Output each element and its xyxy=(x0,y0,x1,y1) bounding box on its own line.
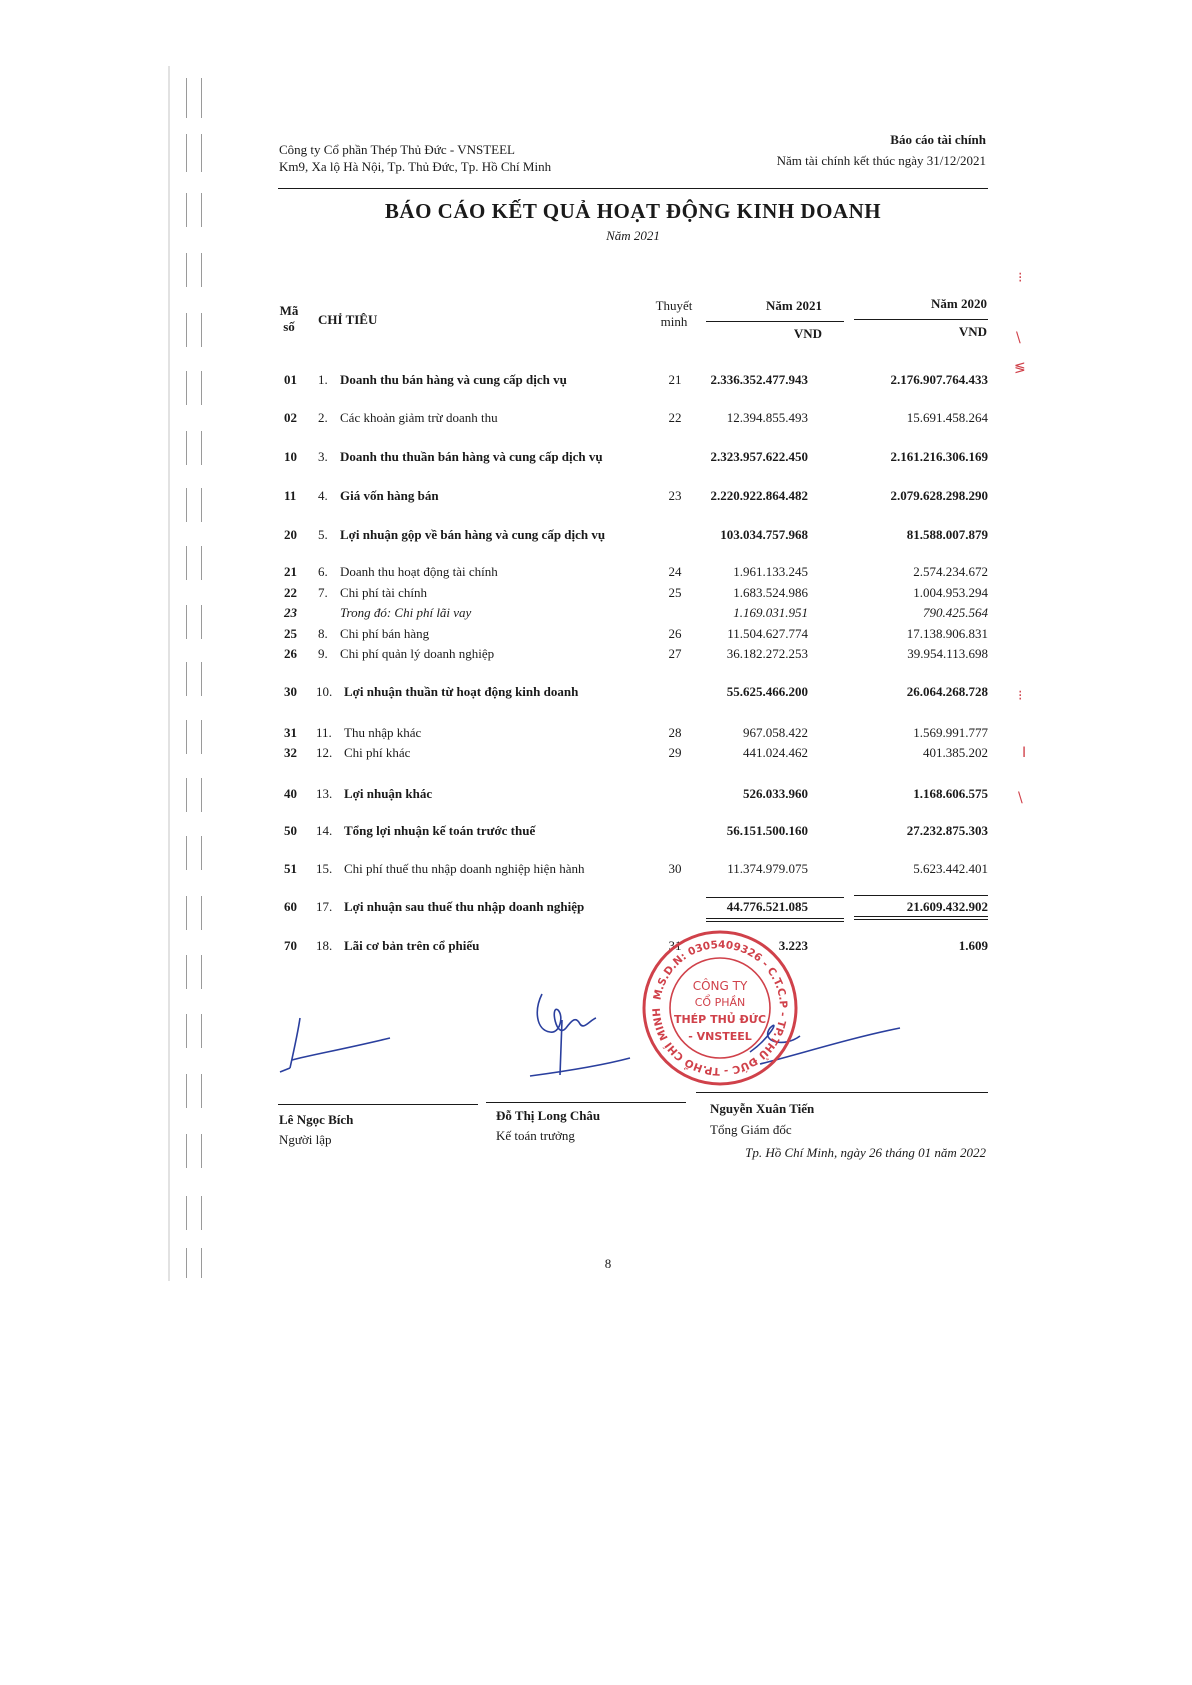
table-row xyxy=(278,898,988,916)
row-value-2020: 1.004.953.294 xyxy=(913,585,988,600)
row-number: 7. xyxy=(318,585,328,600)
binder-hole xyxy=(186,253,202,287)
scan-edge xyxy=(168,66,170,1281)
row-value-2021: 2.323.957.622.450 xyxy=(710,449,808,464)
row-note: 23 xyxy=(668,488,682,503)
row-value-2020: 39.954.113.698 xyxy=(907,646,988,661)
row-value-2020: 26.064.268.728 xyxy=(906,684,988,699)
binder-hole xyxy=(186,778,202,812)
row-number: 15. xyxy=(316,861,333,876)
company-stamp xyxy=(640,928,800,1088)
total-2020-double-rule-b xyxy=(854,919,988,920)
row-number: 6. xyxy=(318,564,328,579)
row-label: Trong đó: Chi phí lãi vay xyxy=(340,605,472,620)
row-code: 23 xyxy=(284,605,297,620)
stamp-ring-text: M.S.D.N: 0305409326 - C.T.C.P - TP.THỦ ĐỨC - TP.HỒ CHÍ MINH xyxy=(650,938,790,1078)
binder-hole xyxy=(186,1248,202,1278)
row-value-2020: 1.609 xyxy=(958,938,988,953)
row-value-2020: 1.168.606.575 xyxy=(913,786,988,801)
row-code: 50 xyxy=(284,823,297,838)
row-value-2020: 1.569.991.777 xyxy=(913,725,988,740)
table-row xyxy=(278,785,988,803)
row-number: 9. xyxy=(318,646,328,661)
accountant-signature xyxy=(520,980,650,1080)
binder-hole xyxy=(186,1014,202,1048)
row-value-2020: 2.574.234.672 xyxy=(913,564,988,579)
row-value-2020: 5.623.442.401 xyxy=(913,861,988,876)
row-label: Chi phí quản lý doanh nghiệp xyxy=(340,646,495,661)
row-value-2021: 36.182.272.253 xyxy=(726,646,808,661)
row-label: Lợi nhuận khác xyxy=(344,786,433,801)
row-value-2021: 2.220.922.864.482 xyxy=(710,488,808,503)
binder-hole xyxy=(186,955,202,989)
col-code-header xyxy=(276,303,302,335)
row-value-2020: 2.079.628.298.290 xyxy=(890,488,988,503)
row-number: 11. xyxy=(316,725,332,740)
row-code: 32 xyxy=(284,745,297,760)
total-2020-top-rule xyxy=(854,895,988,896)
col-2021-unit: VND xyxy=(793,326,822,341)
edge-mark: ⁝ xyxy=(1018,688,1023,704)
stamp-line2: CỔ PHẦN xyxy=(694,996,746,1009)
col-2021-rule xyxy=(706,321,844,322)
table-row xyxy=(278,584,988,602)
row-value-2020: 401.385.202 xyxy=(923,745,988,760)
row-value-2021: 526.033.960 xyxy=(743,786,808,801)
row-note: 26 xyxy=(668,626,682,641)
row-code: 21 xyxy=(284,564,297,579)
row-label: Lợi nhuận thuần từ hoạt động kinh doanh xyxy=(344,684,579,699)
row-note: 21 xyxy=(668,372,682,387)
edge-mark: ≶ xyxy=(1014,360,1026,376)
row-number: 1. xyxy=(318,372,328,387)
binder-hole xyxy=(186,78,202,118)
director-name: Nguyễn Xuân Tiến xyxy=(710,1101,815,1116)
page-title: BÁO CÁO KẾT QUẢ HOẠT ĐỘNG KINH DOANH xyxy=(384,199,882,223)
row-value-2020: 2.161.216.306.169 xyxy=(890,449,988,464)
table-row xyxy=(278,448,988,466)
table-row xyxy=(278,744,988,762)
row-value-2020: 15.691.458.264 xyxy=(906,410,988,425)
col-2020-rule xyxy=(854,319,988,320)
table-row xyxy=(278,526,988,544)
col-code-header-line2: số xyxy=(283,319,295,334)
table-row xyxy=(278,487,988,505)
row-value-2021: 44.776.521.085 xyxy=(726,899,808,914)
row-number: 18. xyxy=(316,938,333,953)
table-row xyxy=(278,371,988,389)
binder-hole xyxy=(186,1196,202,1230)
row-note: 31 xyxy=(668,938,682,953)
binder-hole xyxy=(186,431,202,465)
total-2021-double-rule-b xyxy=(706,921,844,922)
binder-hole xyxy=(186,896,202,930)
row-value-2021: 11.374.979.075 xyxy=(727,861,808,876)
row-value-2021: 1.961.133.245 xyxy=(733,564,808,579)
row-number: 10. xyxy=(316,684,333,699)
preparer-role: Người lập xyxy=(279,1132,332,1147)
table-row xyxy=(278,409,988,427)
row-code: 30 xyxy=(284,684,297,699)
row-note: 27 xyxy=(668,646,682,661)
row-number: 5. xyxy=(318,527,328,542)
table-row xyxy=(278,860,988,878)
row-code: 11 xyxy=(284,488,297,503)
total-2021-top-rule xyxy=(706,897,844,898)
row-label: Chi phí bán hàng xyxy=(340,626,430,641)
col-note-header-line2: minh xyxy=(660,314,688,329)
binder-hole xyxy=(186,1134,202,1168)
row-value-2021: 11.504.627.774 xyxy=(727,626,808,641)
stamp-line3: THÉP THỦ ĐỨC xyxy=(673,1013,767,1026)
row-label: Thu nhập khác xyxy=(344,725,422,740)
row-label: Tổng lợi nhuận kế toán trước thuế xyxy=(344,823,536,838)
row-note: 29 xyxy=(668,745,682,760)
row-code: 70 xyxy=(284,938,297,953)
row-value-2020: 2.176.907.764.433 xyxy=(890,372,988,387)
binder-hole xyxy=(186,193,202,227)
row-value-2020: 81.588.007.879 xyxy=(906,527,988,542)
table-row xyxy=(278,683,988,701)
preparer-sign-rule xyxy=(278,1104,478,1105)
total-2020-double-rule-a xyxy=(854,916,988,917)
edge-mark: \ xyxy=(1018,790,1023,806)
table-row xyxy=(278,645,988,663)
edge-mark: I xyxy=(1022,745,1027,761)
row-note: 28 xyxy=(668,725,682,740)
row-value-2021: 1.169.031.951 xyxy=(733,605,808,620)
row-note: 22 xyxy=(668,410,682,425)
stamp-graphic xyxy=(640,928,800,1088)
edge-mark: ⁝ xyxy=(1018,270,1023,286)
header-rule xyxy=(278,188,988,189)
table-row xyxy=(278,604,988,622)
page-number: 8 xyxy=(604,1256,612,1271)
row-value-2020: 790.425.564 xyxy=(923,605,988,620)
page-subtitle: Năm 2021 xyxy=(606,228,660,243)
accountant-role: Kế toán trưởng xyxy=(496,1128,575,1143)
row-label: Lợi nhuận gộp về bán hàng và cung cấp dịch vụ xyxy=(340,527,606,542)
binder-hole xyxy=(186,313,202,347)
director-sign-rule xyxy=(696,1092,988,1093)
col-item-header: CHỈ TIÊU xyxy=(318,312,378,327)
table-row xyxy=(278,724,988,742)
row-note: 25 xyxy=(668,585,682,600)
fiscal-year: Năm tài chính kết thúc ngày 31/12/2021 xyxy=(776,153,986,168)
binder-hole xyxy=(186,720,202,754)
row-code: 51 xyxy=(284,861,297,876)
binder-hole xyxy=(186,662,202,696)
row-code: 10 xyxy=(284,449,297,464)
company-address: Km9, Xa lộ Hà Nội, Tp. Thủ Đức, Tp. Hồ Chí Minh xyxy=(279,159,552,174)
row-value-2021: 12.394.855.493 xyxy=(726,410,808,425)
row-number: 13. xyxy=(316,786,333,801)
col-note-header-line1: Thuyết xyxy=(655,298,693,313)
preparer-signature xyxy=(270,1010,410,1080)
report-type: Báo cáo tài chính xyxy=(890,132,986,147)
row-label: Các khoản giảm trừ doanh thu xyxy=(340,410,498,425)
row-value-2020: 27.232.875.303 xyxy=(906,823,988,838)
row-label: Chi phí khác xyxy=(344,745,411,760)
row-code: 20 xyxy=(284,527,297,542)
row-number: 3. xyxy=(318,449,328,464)
row-value-2021: 967.058.422 xyxy=(743,725,808,740)
row-value-2021: 441.024.462 xyxy=(743,745,808,760)
col-note-header xyxy=(648,298,700,330)
row-label: Giá vốn hàng bán xyxy=(340,488,439,503)
row-code: 40 xyxy=(284,786,297,801)
binder-hole xyxy=(186,488,202,522)
row-number: 8. xyxy=(318,626,328,641)
row-label: Chi phí thuế thu nhập doanh nghiệp hiện hành xyxy=(344,861,585,876)
table-row xyxy=(278,822,988,840)
row-code: 26 xyxy=(284,646,297,661)
row-value-2021: 55.625.466.200 xyxy=(726,684,808,699)
row-number: 12. xyxy=(316,745,333,760)
place-date: Tp. Hồ Chí Minh, ngày 26 tháng 01 năm 2022 xyxy=(745,1145,986,1160)
row-code: 60 xyxy=(284,899,297,914)
row-label: Doanh thu hoạt động tài chính xyxy=(340,564,498,579)
row-value-2020: 21.609.432.902 xyxy=(906,899,988,914)
row-label: Chi phí tài chính xyxy=(340,585,428,600)
row-code: 01 xyxy=(284,372,297,387)
preparer-name: Lê Ngọc Bích xyxy=(279,1112,354,1127)
table-row xyxy=(278,937,988,955)
row-label: Lợi nhuận sau thuế thu nhập doanh nghiệp xyxy=(344,899,585,914)
table-row xyxy=(278,625,988,643)
binder-hole xyxy=(186,546,202,580)
col-2020-unit: VND xyxy=(958,324,987,339)
row-number: 4. xyxy=(318,488,328,503)
row-value-2021: 2.336.352.477.943 xyxy=(710,372,808,387)
table-row xyxy=(278,563,988,581)
edge-mark: \ xyxy=(1016,330,1021,346)
director-role: Tổng Giám đốc xyxy=(710,1122,792,1137)
binder-hole xyxy=(186,1074,202,1108)
binder-hole xyxy=(186,836,202,870)
col-2021-header: Năm 2021 xyxy=(766,298,822,313)
binder-hole xyxy=(186,371,202,405)
row-code: 31 xyxy=(284,725,297,740)
accountant-sign-rule xyxy=(486,1102,686,1103)
row-number: 2. xyxy=(318,410,328,425)
row-number: 17. xyxy=(316,899,333,914)
row-code: 22 xyxy=(284,585,297,600)
row-note: 30 xyxy=(668,861,682,876)
stamp-line1: CÔNG TY xyxy=(692,979,748,993)
row-label: Lãi cơ bản trên cổ phiếu xyxy=(344,938,480,953)
row-value-2021: 1.683.524.986 xyxy=(733,585,808,600)
row-number: 14. xyxy=(316,823,333,838)
col-2020-header: Năm 2020 xyxy=(931,296,987,311)
company-name: Công ty Cổ phần Thép Thủ Đức - VNSTEEL xyxy=(279,142,515,157)
binder-hole xyxy=(186,134,202,172)
row-value-2020: 17.138.906.831 xyxy=(906,626,988,641)
binder-hole xyxy=(186,605,202,639)
col-code-header-line1: Mã xyxy=(279,303,299,318)
accountant-name: Đỗ Thị Long Châu xyxy=(496,1108,601,1123)
row-value-2021: 56.151.500.160 xyxy=(726,823,808,838)
row-value-2021: 3.223 xyxy=(778,938,808,953)
stamp-line4: - VNSTEEL xyxy=(688,1030,752,1043)
row-note: 24 xyxy=(668,564,682,579)
row-label: Doanh thu thuần bán hàng và cung cấp dịch vụ xyxy=(340,449,603,464)
row-code: 02 xyxy=(284,410,297,425)
row-label: Doanh thu bán hàng và cung cấp dịch vụ xyxy=(340,372,567,387)
row-code: 25 xyxy=(284,626,297,641)
total-2021-double-rule-a xyxy=(706,918,844,919)
row-value-2021: 103.034.757.968 xyxy=(720,527,808,542)
